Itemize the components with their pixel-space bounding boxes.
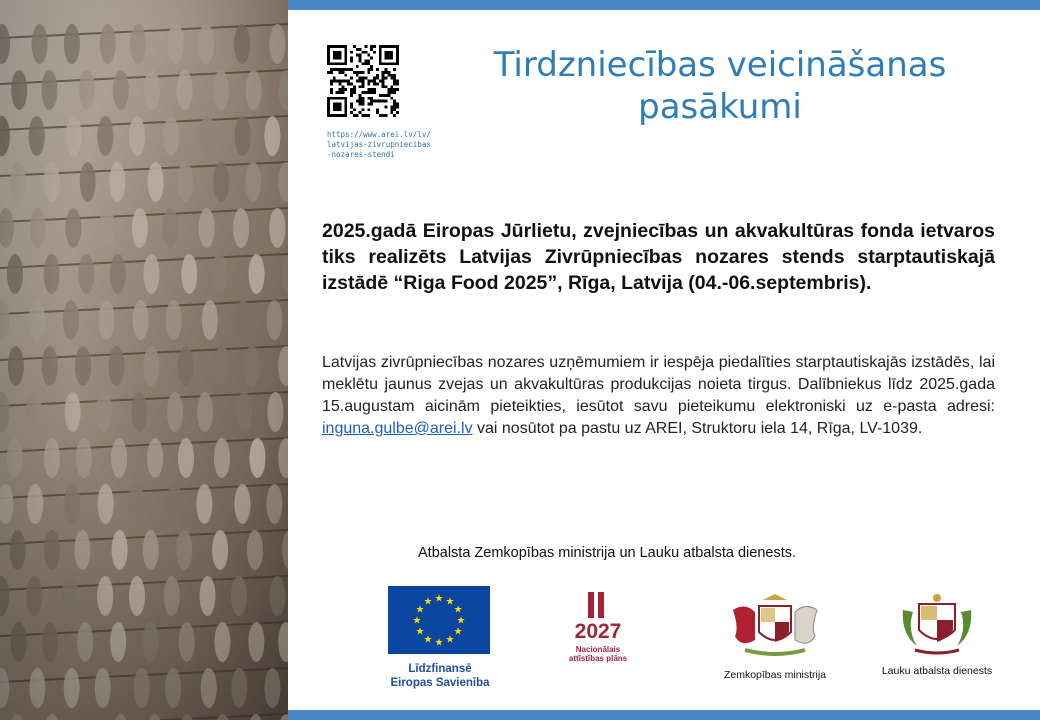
body-text-part2: vai nosūtot pa pastu uz AREI, Struktoru iela 14, Rīga, LV-1039. — [472, 420, 923, 437]
npp-emblem-icon — [560, 590, 636, 640]
eu-star-icon: ★ — [412, 615, 422, 627]
body-text-part1: Latvijas zivrūpniecības nozares uzņēmumiem ir iespēja piedalīties starptautiskajās izstādēs, lai meklētu jaunus zvejas un akvakultūras produkcijas noieta tirgus. Dalībniekus līdz 2025.gada 15.augustam aicinām pieteikties, iesūtot savu pieteikumu elektroniski uz e-pasta adresi: — [322, 354, 995, 415]
support-statement: Atbalsta Zemkopības ministrija un Lauku atbalsta dienests. — [418, 545, 797, 561]
npp-2027-logo — [560, 590, 636, 663]
zm-caption: Zemkopības ministrija — [723, 669, 827, 681]
eu-flag-icon — [388, 586, 490, 654]
eu-star-icon: ★ — [423, 634, 433, 646]
eu-caption-line1: Līdzfinansē — [408, 663, 472, 675]
qr-code[interactable] — [327, 45, 399, 117]
npp-caption-line2: attīstības plāns — [568, 654, 628, 663]
eu-caption-line2: Eiropas Savienība — [390, 677, 490, 689]
eu-star-icon: ★ — [453, 626, 463, 638]
bottom-accent-bar — [288, 710, 1040, 720]
lad-logo — [868, 590, 1006, 677]
npp-caption-line1: Nacionālais — [575, 645, 621, 654]
eu-star-icon: ★ — [445, 596, 455, 608]
eu-star-icon: ★ — [423, 596, 433, 608]
eu-star-icon: ★ — [434, 593, 444, 605]
lead-paragraph: 2025.gadā Eiropas Jūrlietu, zvejniecības un akvakultūras fonda ietvaros tiks realizēts Latvijas Zivrūpniecības nozares stends starptautiskajā izstādē “Riga Food 2025”, Rīga, Latvija (04.-06.septembris). — [322, 220, 995, 294]
email-link[interactable]: inguna.gulbe@arei.lv — [322, 420, 473, 437]
eu-star-icon: ★ — [434, 637, 444, 649]
eu-cofunding-logo — [388, 586, 492, 690]
npp-year: 2027 — [574, 620, 622, 640]
eu-star-icon: ★ — [415, 626, 425, 638]
top-accent-bar — [288, 0, 1040, 10]
qr-url[interactable]: https://www.arei.lv/lv/latvijas-zivrupniecibas-nozares-stendi — [327, 130, 431, 159]
zm-logo — [705, 592, 845, 681]
body-paragraph — [322, 352, 995, 440]
eu-star-icon: ★ — [445, 634, 455, 646]
coat-of-arms-icon — [725, 592, 825, 662]
lad-emblem-icon — [897, 590, 977, 658]
eu-star-icon: ★ — [456, 615, 466, 627]
lad-caption: Lauku atbalsta dienests — [881, 665, 993, 677]
eu-star-icon: ★ — [415, 604, 425, 616]
eu-star-icon: ★ — [453, 604, 463, 616]
page-title: Tirdzniecības veicināšanas pasākumi — [493, 45, 947, 127]
fish-photo — [0, 0, 288, 720]
